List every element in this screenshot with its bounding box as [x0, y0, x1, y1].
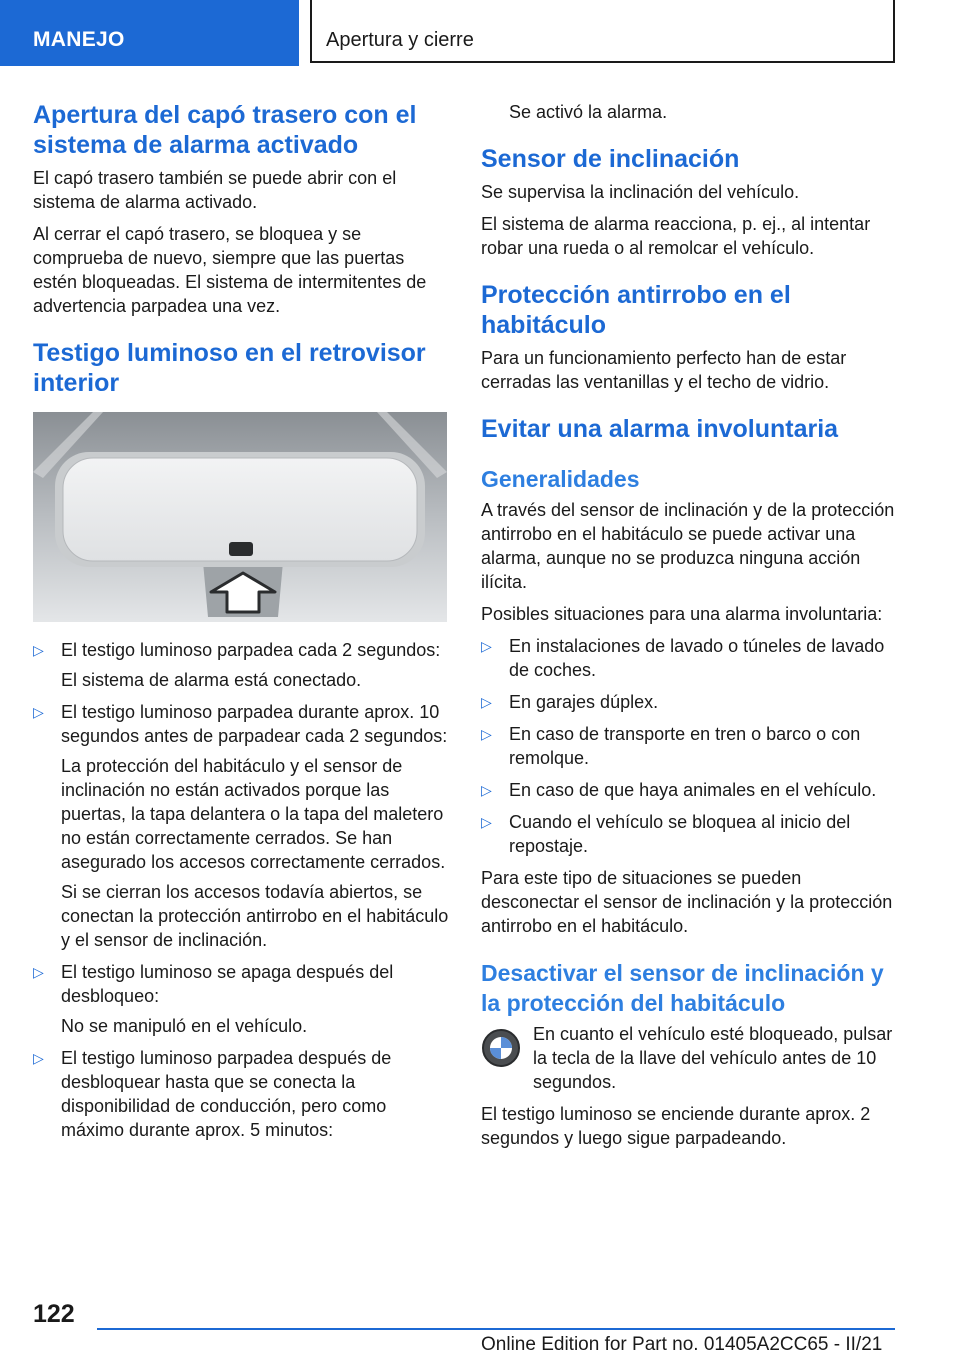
triangle-bullet-icon: ▷ — [33, 1050, 44, 1066]
heading-testigo-luminoso: Testigo luminoso en el retrovisor interior — [33, 339, 426, 397]
list-item-text: El testigo luminoso parpadea después de desbloquear hasta que se conecta la disponibilidad de conducción, pero como máximo durante aprox. 5 minutos: — [61, 1048, 392, 1140]
list-item — [481, 722, 901, 770]
list-item-text: En instalaciones de lavado o túneles de lavado de coches. — [509, 636, 885, 680]
right-column — [481, 100, 901, 1158]
car-key-icon — [481, 1028, 521, 1068]
header-chapter-box — [310, 0, 895, 63]
paragraph: El testigo luminoso se enciende durante aprox. 2 segundos y luego sigue parpadeando. — [481, 1104, 871, 1148]
continued-subtext: Se activó la alarma. — [509, 102, 668, 122]
triangle-bullet-icon: ▷ — [481, 694, 492, 710]
subheading-desactivar: Desactivar el sensor de inclinación y la protección del habitáculo — [481, 960, 884, 1016]
paragraph: El capó trasero también se puede abrir con el sistema de alarma activado. — [33, 168, 397, 212]
footer-divider — [97, 1328, 895, 1330]
list-item — [481, 690, 901, 714]
paragraph: En cuanto el vehículo esté bloqueado, pulsar la tecla de la llave del vehículo antes de 10 segundos. — [533, 1024, 893, 1092]
paragraph: Para un funcionamiento perfecto han de estar cerradas las ventanillas y el techo de vidrio. — [481, 348, 847, 392]
list-item-subtext: Si se cierran los accesos todavía abiertos, se conectan la protección antirrobo en el habitáculo y el sensor de inclinación. — [61, 882, 449, 950]
triangle-bullet-icon: ▷ — [481, 726, 492, 742]
left-column — [33, 100, 451, 1150]
key-instruction — [481, 1022, 901, 1094]
subheading-generalidades: Generalidades — [481, 466, 640, 492]
list-item-text: En caso de transporte en tren o barco o con remolque. — [509, 724, 861, 768]
rearview-mirror-illustration — [33, 412, 447, 622]
header-section-label: MANEJO — [33, 28, 125, 51]
triangle-bullet-icon: ▷ — [33, 964, 44, 980]
list-item — [481, 778, 901, 802]
list-item-text: El testigo luminoso parpadea cada 2 segundos: — [61, 640, 441, 660]
heading-sensor-inclinacion: Sensor de inclinación — [481, 145, 740, 173]
triangle-bullet-icon: ▷ — [481, 638, 492, 654]
paragraph: Para este tipo de situaciones se pueden desconectar el sensor de inclinación y la protección antirrobo en el habitáculo. — [481, 868, 893, 936]
list-item-subtext: La protección del habitáculo y el sensor de inclinación no están activados porque las puertas, la tapa delantera o la tapa del maletero no están correctamente cerrados. Se han asegurado los accesos correctamente cerrados. — [61, 756, 446, 872]
list-item — [481, 810, 901, 858]
list-item-subtext: El sistema de alarma está conectado. — [61, 670, 362, 690]
paragraph: Posibles situaciones para una alarma involuntaria: — [481, 604, 883, 624]
header-section-tab — [0, 0, 299, 66]
page-number: 122 — [33, 1300, 75, 1328]
triangle-bullet-icon: ▷ — [33, 704, 44, 720]
list-item — [33, 700, 451, 952]
situations-list — [481, 634, 901, 858]
triangle-bullet-icon: ▷ — [33, 642, 44, 658]
list-item — [33, 960, 451, 1038]
paragraph: Al cerrar el capó trasero, se bloquea y se comprueba de nuevo, siempre que las puertas estén bloqueadas. El sistema de intermitentes de advertencia parpadea una vez. — [33, 224, 427, 316]
list-item — [33, 1046, 451, 1142]
footer-edition: Online Edition for Part no. 01405A2CC65 - II/21 — [481, 1334, 883, 1355]
paragraph: El sistema de alarma reacciona, p. ej., al intentar robar una rueda o al remolcar el vehículo. — [481, 214, 871, 258]
paragraph: Se supervisa la inclinación del vehículo. — [481, 182, 800, 202]
indicator-list — [33, 638, 451, 1142]
paragraph: A través del sensor de inclinación y de la protección antirrobo en el habitáculo se puede activar una alarma, aunque no se produzca ninguna acción ilícita. — [481, 500, 895, 592]
list-item-text: En garajes dúplex. — [509, 692, 659, 712]
list-item-text: Cuando el vehículo se bloquea al inicio del repostaje. — [509, 812, 851, 856]
list-item — [33, 638, 451, 692]
header-chapter-label: Apertura y cierre — [326, 29, 474, 51]
triangle-bullet-icon: ▷ — [481, 782, 492, 798]
list-item-text: El testigo luminoso se apaga después del desbloqueo: — [61, 962, 394, 1006]
list-item — [481, 634, 901, 682]
heading-apertura-capo: Apertura del capó trasero con el sistema de alarma activado — [33, 101, 417, 159]
triangle-bullet-icon: ▷ — [481, 814, 492, 830]
list-item-text: El testigo luminoso parpadea durante aprox. 10 segundos antes de parpadear cada 2 segundos: — [61, 702, 448, 746]
heading-evitar-alarma: Evitar una alarma involuntaria — [481, 415, 839, 443]
list-item-text: En caso de que haya animales en el vehículo. — [509, 780, 877, 800]
list-item-subtext: No se manipuló en el vehículo. — [61, 1016, 308, 1036]
heading-proteccion-antirrobo: Protección antirrobo en el habitáculo — [481, 281, 791, 339]
